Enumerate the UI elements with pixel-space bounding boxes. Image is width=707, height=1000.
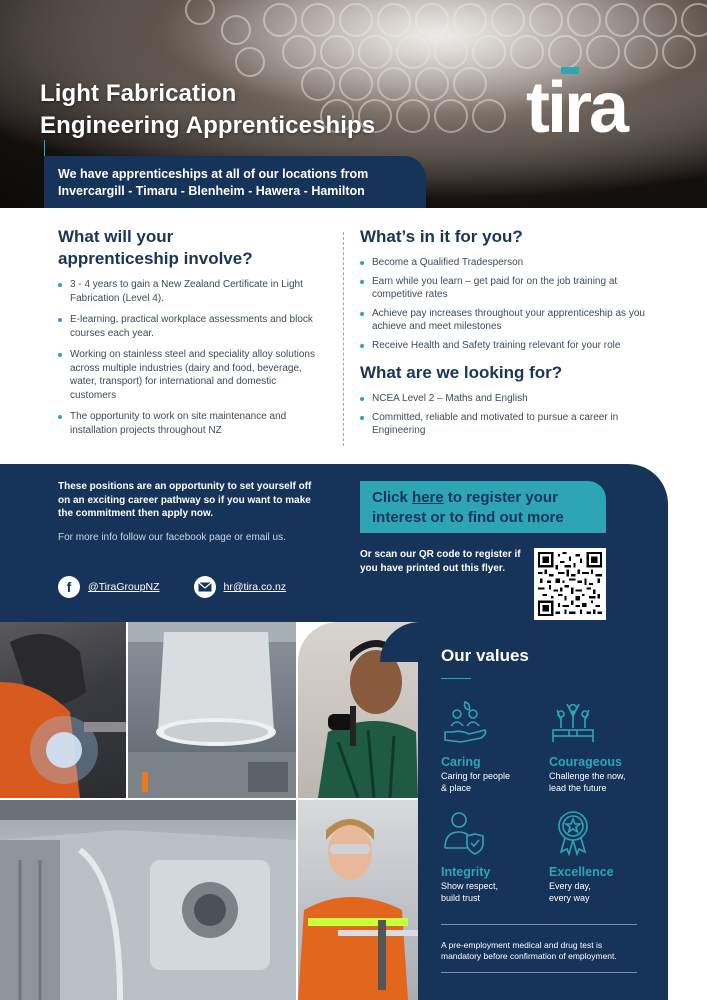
email-link[interactable]: hr@tira.co.nz: [223, 581, 287, 593]
value-name: Excellence: [549, 865, 614, 879]
value-desc-line-2: build trust: [441, 892, 481, 903]
page-title: [40, 78, 375, 142]
register-link[interactable]: here: [412, 489, 444, 506]
cta-more-info: For more info follow our facebook page or email us.: [58, 531, 286, 543]
courageous-icon: [549, 698, 597, 746]
info-section: [0, 208, 707, 464]
locations-band: [44, 156, 426, 208]
list-item: Committed, reliable and motivated to pursue a career in Engineering: [360, 411, 660, 438]
values-heading: Our values: [441, 646, 529, 665]
title-line-1: Light Fabrication: [40, 80, 237, 107]
cta-section: [0, 464, 668, 622]
involve-heading-line-2: apprenticeship involve?: [58, 249, 253, 268]
register-button[interactable]: [360, 481, 606, 533]
tank-photo: [128, 622, 296, 798]
value-courageous: [549, 698, 649, 794]
value-desc-line-1: Caring for people: [441, 771, 511, 781]
email-icon[interactable]: [194, 576, 216, 598]
value-description: [441, 881, 541, 904]
locations-intro: We have apprenticeships at all of our locations from: [58, 167, 369, 181]
production-line-photo: [0, 800, 296, 1000]
title-line-2: Engineering Apprenticeships: [40, 112, 376, 139]
involve-column: [58, 226, 318, 445]
value-description: [441, 771, 541, 794]
value-desc-line-2: lead the future: [549, 782, 607, 793]
value-integrity: [441, 808, 541, 904]
list-item: 3 - 4 years to gain a New Zealand Certificate in Light Fabrication (Level 4).: [58, 278, 318, 305]
values-heading-underline: [441, 678, 471, 679]
value-description: [549, 881, 649, 904]
tira-logo: [520, 64, 660, 140]
right-margin: [668, 622, 707, 1000]
qr-instructions: Or scan our QR code to register if you have printed out this flyer.: [360, 549, 521, 574]
list-item: NCEA Level 2 – Maths and English: [360, 392, 660, 406]
values-panel: [418, 622, 668, 1000]
social-links: [58, 576, 320, 598]
disclaimer-text: A pre-employment medical and drug test is mandatory before confirmation of employment.: [441, 940, 617, 961]
photo-collage: [0, 622, 418, 1000]
list-item: E-learning, practical workplace assessments and block courses each year.: [58, 313, 318, 340]
integrity-icon: [441, 808, 489, 856]
apprentice-measuring-photo: [298, 800, 418, 1000]
facebook-link[interactable]: @TiraGroupNZ: [88, 581, 160, 593]
looking-list: [360, 392, 660, 438]
divider: [441, 924, 637, 925]
register-suffix: to register your interest or to find out more: [372, 489, 564, 526]
benefits-list: [360, 256, 660, 352]
value-name: Caring: [441, 755, 481, 769]
column-divider: [343, 232, 344, 446]
caring-icon: [441, 698, 489, 746]
benefits-heading: What’s in it for you?: [360, 227, 523, 246]
value-excellence: [549, 808, 649, 904]
involve-heading: [58, 226, 318, 270]
logo-text: tira: [526, 68, 627, 140]
value-desc-line-1: Show respect,: [441, 881, 499, 891]
cta-right-margin: [668, 464, 707, 622]
list-item: Receive Health and Safety training relevant for your role: [360, 339, 660, 353]
value-caring: [441, 698, 541, 794]
register-prefix: Click: [372, 489, 413, 506]
list-item: Earn while you learn – get paid for on the job training at competitive rates: [360, 275, 660, 302]
list-item: Achieve pay increases throughout your apprenticeship as you achieve and meet milestones: [360, 307, 660, 334]
list-item: Become a Qualified Tradesperson: [360, 256, 660, 270]
facebook-icon[interactable]: f: [58, 576, 80, 598]
value-desc-line-2: & place: [441, 782, 472, 793]
cta-left-text: [58, 480, 320, 544]
involve-list: [58, 278, 318, 437]
locations-list: Invercargill - Timaru - Blenheim - Hawera - Hamilton: [58, 184, 365, 198]
welder-photo: [0, 622, 126, 798]
value-desc-line-1: Every day,: [549, 881, 591, 891]
list-item: The opportunity to work on site maintenance and installation projects throughout NZ: [58, 410, 318, 437]
divider: [441, 972, 637, 973]
value-name: Integrity: [441, 865, 491, 879]
cta-lead: These positions are an opportunity to set yourself off on an exciting career pathway so if you want to make the commitment then apply now.: [58, 481, 312, 519]
involve-heading-line-1: What will your: [58, 227, 174, 246]
looking-heading: What are we looking for?: [360, 363, 563, 382]
qr-code[interactable]: [534, 548, 606, 620]
value-desc-line-1: Challenge the now,: [549, 771, 626, 781]
excellence-icon: [549, 808, 597, 856]
benefits-column: [360, 226, 660, 443]
value-name: Courageous: [549, 755, 622, 769]
value-description: [549, 771, 649, 794]
value-desc-line-2: every way: [549, 892, 590, 903]
list-item: Working on stainless steel and speciality alloy solutions across multiple industries (dairy and food, beverage, water, transport) for international and domestic customers: [58, 348, 318, 402]
